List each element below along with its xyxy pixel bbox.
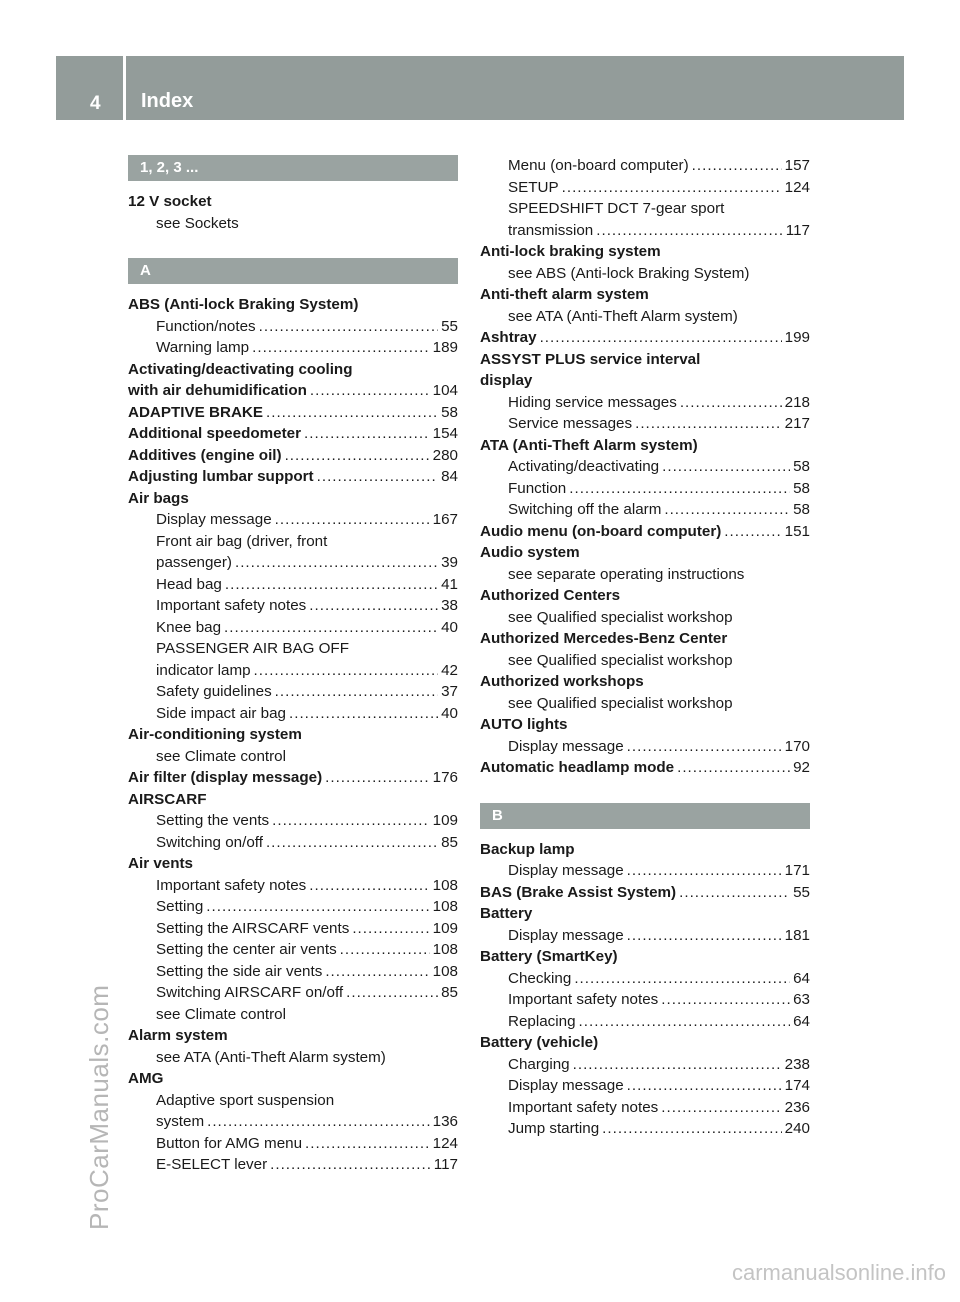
entry-text: SPEEDSHIFT DCT 7-gear sport	[508, 200, 725, 217]
entry-text: see Qualified specialist workshop	[508, 694, 733, 712]
index-subentry	[480, 650, 810, 672]
dot-leader	[346, 982, 438, 1004]
entry-text: Charging	[508, 1055, 570, 1073]
index-subentry	[128, 1133, 458, 1155]
entry-text: Audio menu (on-board computer)	[480, 522, 722, 540]
page-reference[interactable]: 124	[432, 1134, 458, 1152]
page-reference[interactable]: 38	[441, 597, 458, 614]
index-subentry	[480, 1054, 810, 1076]
index-term	[480, 241, 810, 263]
dot-leader	[225, 574, 438, 596]
index-subentry	[128, 832, 458, 854]
entry-text: Head bag	[156, 575, 222, 593]
index-subentry	[128, 982, 458, 1004]
dot-leader	[310, 380, 430, 402]
index-subentry	[480, 1097, 810, 1119]
page-reference[interactable]: 58	[793, 458, 810, 475]
index-subentry	[480, 860, 810, 882]
entry-text: Important safety notes	[508, 1098, 659, 1116]
index-subentry	[128, 1154, 458, 1176]
dot-leader	[275, 681, 438, 703]
page-reference[interactable]: 40	[441, 704, 458, 722]
index-subentry	[128, 509, 458, 531]
page-reference[interactable]: 109	[432, 812, 458, 829]
index-term	[128, 1068, 458, 1090]
index-term	[480, 521, 810, 543]
page-reference[interactable]: 181	[784, 926, 810, 944]
entry-text: Anti-theft alarm system	[480, 286, 649, 303]
page-reference[interactable]: 170	[784, 737, 810, 755]
dot-leader	[270, 1154, 431, 1176]
page-reference[interactable]: 64	[793, 1012, 810, 1030]
dot-leader	[692, 155, 782, 177]
dot-leader	[661, 1097, 781, 1119]
index-term	[128, 767, 458, 789]
index-subentry	[480, 925, 810, 947]
dot-leader	[596, 220, 783, 242]
dot-leader	[340, 939, 430, 961]
dot-leader	[579, 1011, 791, 1033]
dot-leader	[285, 445, 430, 467]
entry-text: Display message	[508, 737, 624, 755]
entry-text: Important safety notes	[156, 876, 307, 894]
index-term	[480, 671, 810, 693]
dot-leader	[254, 660, 439, 682]
entry-text: Side impact air bag	[156, 704, 287, 722]
index-subentry	[128, 1111, 458, 1133]
entry-text: Setting the vents	[156, 812, 270, 829]
index-term	[480, 349, 810, 371]
index-term	[480, 327, 810, 349]
index-subentry	[128, 213, 458, 235]
entry-text: Authorized Centers	[480, 587, 621, 604]
entry-text: see ATA (Anti-Theft Alarm system)	[508, 307, 738, 325]
dot-leader	[574, 968, 790, 990]
index-term	[480, 435, 810, 457]
dot-leader	[627, 860, 782, 882]
section-spacer	[480, 779, 810, 803]
index-term	[480, 628, 810, 650]
entry-text: see Climate control	[156, 1005, 286, 1023]
entry-text: 12 V socket	[128, 193, 212, 210]
page-reference[interactable]: 42	[441, 661, 458, 679]
index-term	[128, 789, 458, 811]
entry-text: Switching off the alarm	[508, 501, 662, 518]
dot-leader	[662, 456, 790, 478]
entry-text: display	[480, 372, 533, 389]
index-term	[480, 757, 810, 779]
page-reference[interactable]: 92	[793, 759, 810, 776]
entry-text: system	[156, 1113, 205, 1130]
index-subentry	[480, 198, 810, 220]
dot-leader	[235, 552, 438, 574]
index-subentry	[480, 306, 810, 328]
entry-text: see Qualified specialist workshop	[508, 608, 733, 626]
entry-text: Setting the AIRSCARF vents	[156, 919, 350, 937]
entry-text: Warning lamp	[156, 339, 250, 356]
entry-text: Front air bag (driver, front	[156, 532, 328, 550]
entry-text: Replacing	[508, 1012, 576, 1030]
entry-text: Checking	[508, 969, 572, 987]
index-term	[128, 380, 458, 402]
entry-text: Adjusting lumbar support	[128, 468, 314, 485]
index-subentry	[128, 595, 458, 617]
footer-watermark: carmanualsonline.info	[731, 1260, 946, 1285]
index-subentry	[128, 896, 458, 918]
page-reference[interactable]: 109	[432, 919, 458, 937]
index-subentry	[128, 1047, 458, 1069]
dot-leader	[259, 316, 438, 338]
entry-text: Switching on/off	[156, 833, 263, 851]
index-subentry	[128, 531, 458, 553]
index-subentry	[128, 316, 458, 338]
dot-leader	[266, 402, 438, 424]
page-reference[interactable]: 85	[441, 833, 458, 851]
index-term	[480, 284, 810, 306]
page-reference[interactable]: 58	[793, 501, 810, 518]
page-reference[interactable]: 39	[441, 554, 458, 571]
entry-text: Audio system	[480, 544, 580, 561]
page-reference[interactable]: 117	[433, 1156, 458, 1173]
entry-text: Air-conditioning system	[128, 726, 302, 743]
side-watermark: ProCarManuals.com	[84, 984, 114, 1230]
dot-leader	[325, 961, 429, 983]
entry-text: Backup lamp	[480, 840, 575, 858]
dot-leader	[661, 989, 790, 1011]
entry-text: ATA (Anti-Theft Alarm system)	[480, 436, 698, 454]
entry-text: Switching AIRSCARF on/off	[156, 984, 344, 1001]
dot-leader	[309, 595, 438, 617]
index-term	[128, 294, 458, 316]
index-subentry	[128, 918, 458, 940]
dot-leader	[562, 177, 782, 199]
index-term	[128, 853, 458, 875]
index-subentry	[480, 1011, 810, 1033]
entry-text: Function	[508, 479, 567, 497]
entry-text: Setting	[156, 898, 204, 915]
dot-leader	[266, 832, 438, 854]
page-number-box	[56, 56, 126, 120]
page-reference[interactable]: 236	[784, 1098, 810, 1116]
page-number: 4	[90, 93, 101, 114]
entry-text: Adaptive sport suspension	[156, 1091, 335, 1109]
page-reference[interactable]: 199	[784, 329, 810, 346]
dot-leader	[627, 1075, 782, 1097]
index-subentry	[128, 939, 458, 961]
index-term	[480, 542, 810, 564]
page-reference[interactable]: 85	[441, 984, 458, 1001]
entry-text: AMG	[128, 1070, 164, 1087]
entry-text: Air bags	[128, 489, 189, 507]
page-reference[interactable]: 108	[432, 876, 458, 894]
index-term	[128, 1025, 458, 1047]
page-reference[interactable]: 136	[432, 1113, 458, 1130]
index-term	[480, 1032, 810, 1054]
index-subentry	[480, 478, 810, 500]
page-reference[interactable]: 154	[432, 425, 458, 442]
index-term	[128, 402, 458, 424]
entry-text: Display message	[508, 926, 624, 944]
dot-leader	[289, 703, 438, 725]
entry-text: E-SELECT lever	[156, 1156, 268, 1173]
page-reference[interactable]: 151	[784, 522, 810, 540]
entry-text: Important safety notes	[508, 991, 659, 1008]
dot-leader	[677, 757, 790, 779]
dot-leader	[635, 413, 782, 435]
index-subentry	[128, 875, 458, 897]
index-term	[128, 359, 458, 381]
entry-text: Hiding service messages	[508, 393, 677, 411]
dot-leader	[272, 810, 430, 832]
entry-text: AUTO lights	[480, 716, 568, 733]
index-subentry	[128, 961, 458, 983]
index-term	[128, 445, 458, 467]
index-term	[128, 191, 458, 213]
entry-text: Additional speedometer	[128, 425, 301, 442]
index-subentry	[480, 968, 810, 990]
page-reference[interactable]: 174	[784, 1077, 810, 1094]
page-reference[interactable]: 104	[432, 382, 458, 399]
entry-text: Battery (vehicle)	[480, 1034, 599, 1051]
index-term	[128, 724, 458, 746]
page-reference[interactable]: 280	[432, 446, 458, 464]
entry-text: Safety guidelines	[156, 683, 272, 700]
entry-text: Ashtray	[480, 329, 537, 346]
entry-text: Setting the center air vents	[156, 941, 337, 958]
section-spacer	[128, 234, 458, 258]
entry-text: ASSYST PLUS service interval	[480, 350, 701, 368]
page-title: Index	[141, 90, 194, 112]
dot-leader	[252, 337, 430, 359]
index-subentry	[480, 220, 810, 242]
entry-text: Battery (SmartKey)	[480, 948, 618, 965]
dot-leader	[224, 617, 438, 639]
entry-text: Automatic headlamp mode	[480, 759, 675, 776]
index-subentry	[128, 703, 458, 725]
dot-leader	[680, 392, 782, 414]
dot-leader	[352, 918, 429, 940]
section-heading: B	[480, 803, 810, 829]
page-reference[interactable]: 189	[432, 339, 458, 356]
section-heading: A	[128, 258, 458, 284]
dot-leader	[325, 767, 430, 789]
entry-text: Activating/deactivating cooling	[128, 360, 353, 378]
entry-text: Jump starting	[508, 1120, 600, 1137]
entry-text: see ATA (Anti-Theft Alarm system)	[156, 1048, 386, 1066]
dot-leader	[304, 423, 430, 445]
page-reference[interactable]: 117	[785, 221, 810, 239]
index-subentry	[480, 499, 810, 521]
page-reference[interactable]: 171	[784, 862, 810, 879]
index-subentry	[480, 1075, 810, 1097]
dot-leader	[275, 509, 430, 531]
entry-text: Button for AMG menu	[156, 1134, 303, 1152]
index-subentry	[128, 681, 458, 703]
page-reference[interactable]: 40	[441, 618, 458, 636]
page-reference[interactable]: 37	[441, 683, 458, 700]
index-term	[128, 466, 458, 488]
index-term	[480, 839, 810, 861]
index-subentry	[128, 1004, 458, 1026]
page-reference[interactable]: 238	[784, 1055, 810, 1073]
page-reference[interactable]: 108	[432, 962, 458, 980]
dot-leader	[573, 1054, 782, 1076]
dot-leader	[569, 478, 790, 500]
index-subentry	[480, 392, 810, 414]
section-heading: 1, 2, 3 ...	[128, 155, 458, 181]
page-reference[interactable]: 58	[793, 479, 810, 497]
dot-leader	[540, 327, 782, 349]
entry-text: Authorized workshops	[480, 673, 644, 690]
page-reference[interactable]: 58	[441, 403, 458, 421]
index-subentry	[480, 564, 810, 586]
dot-leader	[207, 1111, 430, 1133]
index-term	[128, 488, 458, 510]
entry-text: transmission	[508, 221, 594, 239]
index-subentry	[128, 660, 458, 682]
index-term	[480, 370, 810, 392]
entry-text: Menu (on-board computer)	[508, 157, 689, 174]
entry-text: see Qualified specialist workshop	[508, 651, 733, 669]
dot-leader	[679, 882, 790, 904]
entry-text: AIRSCARF	[128, 790, 207, 808]
page-reference[interactable]: 108	[432, 898, 458, 915]
index-subentry	[480, 413, 810, 435]
entry-text: see Sockets	[156, 214, 239, 232]
entry-text: Air vents	[128, 855, 193, 872]
page-reference[interactable]: 124	[784, 178, 810, 196]
page-reference[interactable]: 240	[784, 1120, 810, 1137]
index-subentry	[480, 989, 810, 1011]
entry-text: Service messages	[508, 415, 633, 432]
page-reference[interactable]: 55	[793, 883, 810, 901]
index-column-right	[480, 155, 810, 1140]
entry-text: Function/notes	[156, 317, 256, 335]
entry-text: Additives (engine oil)	[128, 446, 282, 464]
entry-text: with air dehumidification	[128, 382, 307, 399]
page-reference[interactable]: 84	[441, 468, 458, 485]
index-subentry	[480, 693, 810, 715]
index-subentry	[128, 617, 458, 639]
dot-leader	[627, 925, 782, 947]
entry-text: Display message	[508, 1077, 624, 1094]
index-subentry	[480, 1118, 810, 1140]
entry-text: Anti-lock braking system	[480, 243, 661, 260]
entry-text: Authorized Mercedes-Benz Center	[480, 630, 728, 647]
index-subentry	[128, 574, 458, 596]
index-subentry	[128, 1090, 458, 1112]
index-term	[480, 903, 810, 925]
index-subentry	[480, 607, 810, 629]
index-subentry	[480, 155, 810, 177]
entry-text: Display message	[508, 862, 624, 879]
dot-leader	[206, 896, 429, 918]
dot-leader	[724, 521, 781, 543]
entry-text: see ABS (Anti-lock Braking System)	[508, 264, 750, 282]
index-subentry	[480, 736, 810, 758]
dot-leader	[317, 466, 438, 488]
index-term	[128, 423, 458, 445]
entry-text: BAS (Brake Assist System)	[480, 883, 677, 901]
page-reference[interactable]: 167	[432, 511, 458, 528]
index-subentry	[128, 552, 458, 574]
entry-text: passenger)	[156, 554, 232, 571]
index-subentry	[128, 810, 458, 832]
page-reference[interactable]: 64	[793, 969, 810, 987]
index-subentry	[480, 177, 810, 199]
page-reference[interactable]: 41	[441, 575, 458, 593]
dot-leader	[664, 499, 790, 521]
header-bar	[56, 56, 904, 120]
entry-text: SETUP	[508, 178, 559, 196]
entry-text: indicator lamp	[156, 661, 251, 679]
entry-text: PASSENGER AIR BAG OFF	[156, 640, 349, 657]
index-subentry	[128, 638, 458, 660]
index-column-left	[128, 155, 458, 1176]
page-reference[interactable]: 218	[784, 393, 810, 411]
page-reference[interactable]: 55	[441, 317, 458, 335]
index-subentry	[480, 263, 810, 285]
page-reference[interactable]: 63	[793, 991, 810, 1008]
entry-text: Setting the side air vents	[156, 962, 323, 980]
dot-leader	[309, 875, 429, 897]
page-reference[interactable]: 217	[784, 415, 810, 432]
page-reference[interactable]: 176	[432, 769, 458, 786]
dot-leader	[602, 1118, 781, 1140]
index-subentry	[128, 746, 458, 768]
dot-leader	[305, 1133, 430, 1155]
index-subentry	[128, 337, 458, 359]
entry-text: Important safety notes	[156, 597, 307, 614]
entry-text: ADAPTIVE BRAKE	[128, 403, 264, 421]
entry-text: Air filter (display message)	[128, 769, 323, 786]
index-term	[480, 882, 810, 904]
index-term	[480, 714, 810, 736]
dot-leader	[627, 736, 782, 758]
page-reference[interactable]: 108	[432, 941, 458, 958]
entry-text: Alarm system	[128, 1027, 228, 1044]
entry-text: Knee bag	[156, 618, 222, 636]
index-subentry	[480, 456, 810, 478]
page-reference[interactable]: 157	[784, 157, 810, 174]
entry-text: see separate operating instructions	[508, 565, 745, 583]
entry-text: see Climate control	[156, 747, 286, 765]
entry-text: ABS (Anti-lock Braking System)	[128, 296, 359, 313]
entry-text: Battery	[480, 905, 533, 922]
index-term	[480, 946, 810, 968]
index-term	[480, 585, 810, 607]
entry-text: Activating/deactivating	[508, 458, 660, 475]
entry-text: Display message	[156, 511, 272, 528]
